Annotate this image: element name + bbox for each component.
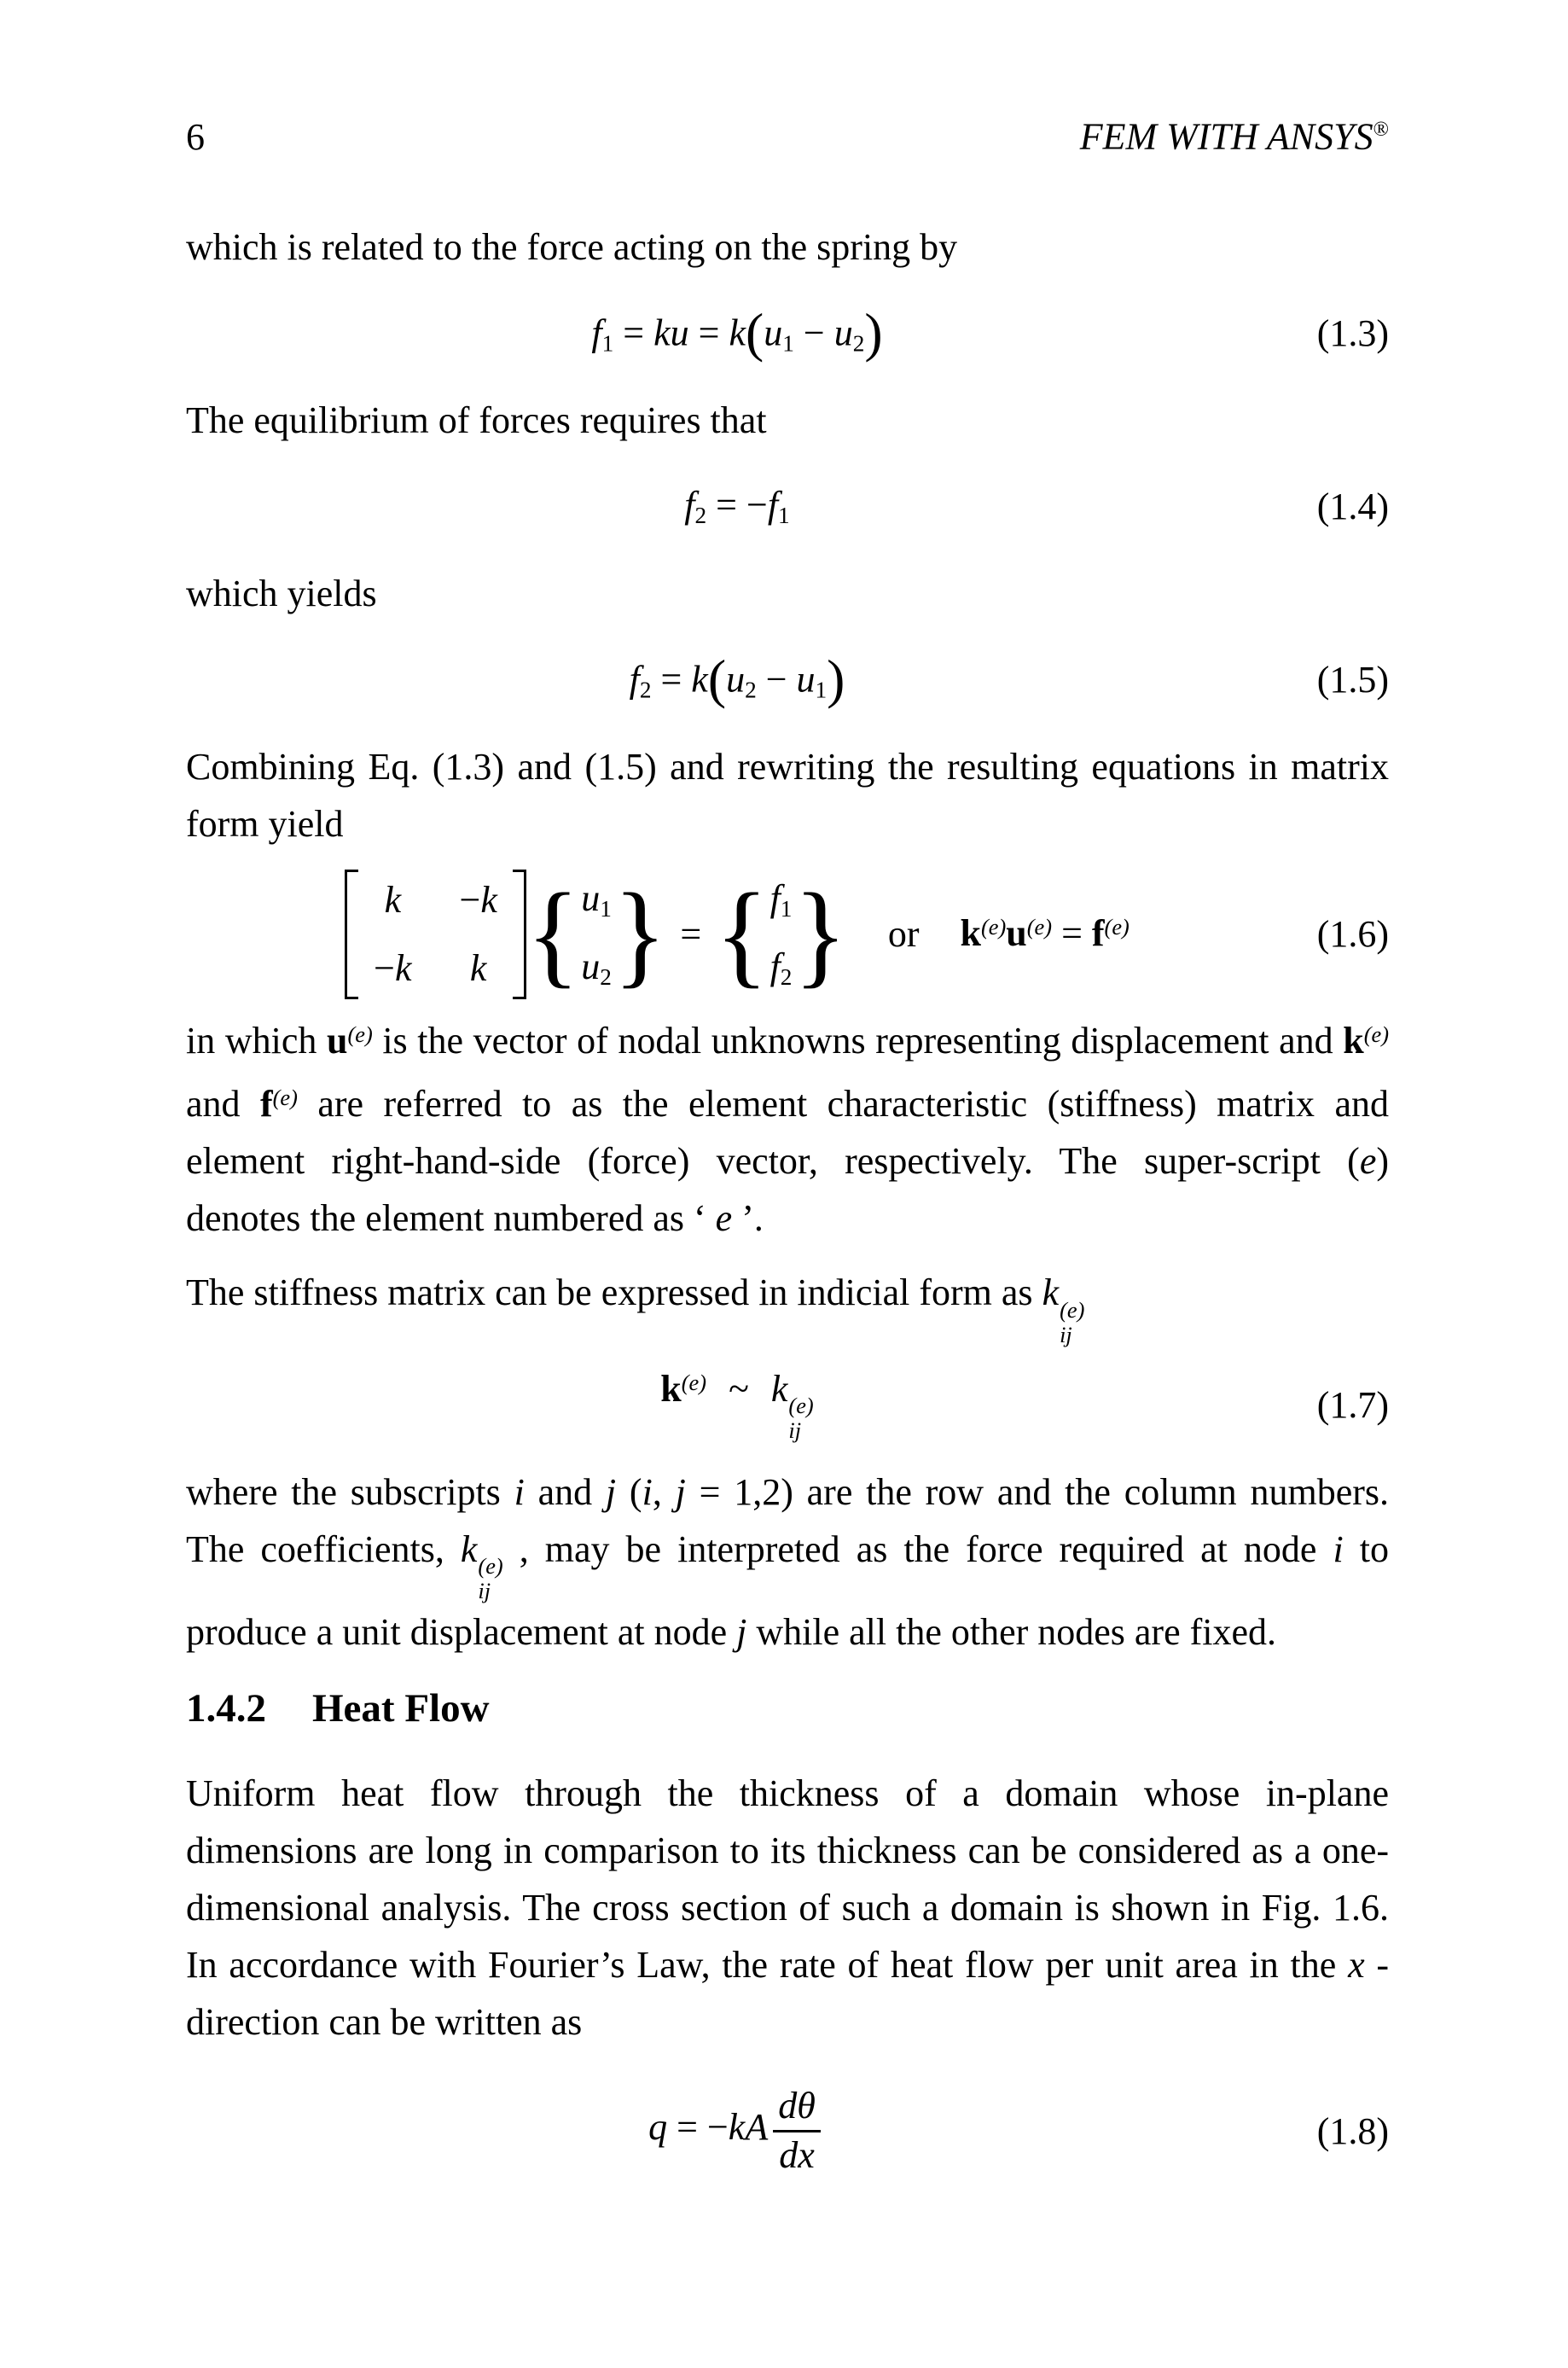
math-token: (e) [1026,914,1053,940]
force-f1 [769,876,793,922]
math-token: 2 [694,503,707,529]
math-token: q [648,2106,668,2149]
math-token: u [1006,912,1027,955]
math-token: e [1359,1140,1377,1183]
math-token: = − [667,2106,729,2149]
math-token: k [384,878,402,921]
paragraph-stiffness-indicial [186,1264,1389,1347]
running-title [1080,101,1389,166]
math-token: 2 [852,330,865,357]
math-token: u [726,659,746,701]
math-token: = [688,312,729,355]
section-heading [186,1684,1389,1732]
math-token: 2 [600,963,612,990]
math-token: ku [653,312,689,355]
section-heading-title: Heat Flow [312,1686,490,1731]
stacked-scripts: (e) ij [1060,1296,1085,1347]
displacement-vector [579,876,613,990]
math-token: u [833,312,853,355]
math-token: while all the other nodes are fixed. [746,1611,1277,1654]
equation-1-7-label: (1.7) [1316,1384,1389,1427]
math-token: 2 [639,677,652,703]
equation-1-8-center [186,2085,1288,2177]
math-token: 2 [780,963,793,990]
matrix-cell-12 [459,878,497,921]
equation-1-4-math [684,483,789,530]
math-token: , may be interpreted as the force required at node [502,1527,1333,1570]
math-token: kA [728,2106,769,2149]
math-token: dθ [778,2085,816,2127]
math-token: 2 [745,677,757,703]
stiffness-matrix [345,870,526,999]
math-token: j [605,1470,617,1513]
math-token: is the vector of nodal unknowns representing displacement and [372,1019,1344,1062]
displacement-vector-right-brace: } [613,870,667,999]
math-token: ) denotes the element numbered as ‘ [186,1140,1389,1240]
math-token: f [769,945,781,987]
math-token: = [651,659,692,701]
math-token: ~ [729,1367,749,1410]
equation-1-5-label: (1.5) [1316,659,1389,701]
math-token: k [960,912,981,955]
equation-1-7 [186,1366,1389,1445]
equation-1-3-math [591,300,882,366]
math-token: k [660,1367,682,1410]
math-token: ( [745,302,764,364]
math-token: = [1052,912,1092,955]
math-token: k [1343,1019,1364,1062]
math-token: = [613,312,654,355]
paragraph-spring-force: which is related to the force acting on the spring by [186,225,958,268]
paragraph-which-yields: which yields [186,572,377,614]
math-token: i [1333,1527,1344,1570]
matrix-cell-22 [469,946,487,989]
displacement-u1 [581,876,612,922]
math-token: − [459,878,481,921]
math-token: k [469,946,487,989]
math-token: k [480,878,497,921]
math-token: x [1348,1944,1365,1987]
math-token: f [769,876,781,919]
math-token: 1 [601,330,614,357]
running-title-text: FEM WITH ANSYS [1079,115,1373,158]
math-token: u [581,945,601,987]
math-token: -direction can be written as [186,1944,1390,2044]
math-token: 1 [780,895,793,922]
matrix-cell-11 [384,878,402,921]
math-token: f [767,484,779,527]
math-token: (e) [980,914,1007,940]
paragraph-equilibrium: The equilibrium of forces requires that [186,399,767,441]
math-token: f [259,1083,273,1126]
math-token: f [629,659,640,701]
equation-1-6-label: (1.6) [1316,913,1389,956]
stacked-scripts: (e) ij [788,1393,814,1444]
math-token: f [591,312,602,355]
math-token: dx [779,2133,815,2176]
math-token: ( [707,649,727,710]
math-token: k [770,1367,788,1410]
math-token: where the subscripts [186,1470,514,1513]
math-token: − [793,312,834,355]
math-token: u [326,1019,348,1062]
equation-1-4-label: (1.4) [1316,486,1389,528]
force-vector-right-brace: } [793,870,847,999]
equation-1-8 [186,2063,1389,2199]
or-text: or [887,913,920,956]
registered-trademark-symbol: ® [1373,118,1389,141]
force-vector-left-brace: { [715,870,769,999]
equation-1-6 [186,870,1389,999]
math-token: j [675,1470,686,1513]
math-token: (e) [347,1021,373,1047]
math-token: 1 [778,503,790,529]
math-token: 1 [815,677,828,703]
math-token: (e) [272,1084,298,1110]
math-token: u [581,876,601,919]
math-token: (e) [681,1369,707,1395]
math-token: (e) [1104,914,1130,940]
math-token: k [460,1527,478,1570]
math-token: e [715,1197,733,1240]
displacement-vector-left-brace: { [526,870,580,999]
equation-1-3-center [186,300,1288,366]
paragraph-subscripts [186,1463,1389,1661]
math-token: in which [186,1019,327,1062]
math-token: to produce a unit displacement at node [186,1527,1389,1654]
page-header [186,101,1389,166]
matrix-left-bracket [345,870,358,999]
matrix-right-bracket [513,870,526,999]
fraction [773,2085,821,2177]
math-token: i [514,1470,525,1513]
matrix-cell-21 [374,946,412,989]
math-token: k [394,946,412,989]
paragraph-in-which [186,1006,1389,1247]
math-token: = − [706,484,768,527]
equation-1-8-math [648,2085,826,2177]
displacement-u2 [581,945,612,990]
math-token: 1 [782,330,794,357]
math-token: u [796,659,816,701]
math-token: k [729,312,746,355]
equation-1-6-compact-form [961,911,1130,957]
math-token: u [764,312,783,355]
equals-sign: = [680,913,702,956]
equation-1-3-label: (1.3) [1316,312,1389,355]
math-token: − [756,659,797,701]
math-token: j [736,1611,747,1654]
paragraph-combining: Combining Eq. (1.3) and (1.5) and rewriting the resulting equations in matrix form yield [186,745,1389,845]
math-token: k [1042,1271,1060,1314]
page-number: 6 [186,115,205,158]
math-token: i [642,1470,653,1513]
equation-1-5-math [630,647,845,713]
math-token: and [186,1083,260,1126]
math-token: = 1,2) are the row and the column numbers. The coefficients, [186,1470,1389,1570]
force-vector [769,876,794,990]
math-token: − [374,946,395,989]
force-f2 [769,945,793,990]
math-token: k [691,659,708,701]
math-token: f [684,484,695,527]
equation-1-3 [186,294,1389,373]
math-token: and [524,1470,606,1513]
math-token: Uniform heat flow through the thickness of a domain whose in-plane dimensions are long in comparison to its thickness can be considered as a one-dimensional analysis. The cross section of such a domain is shown in Fig. 1.6. In accordance with Fourier’s Law, the rate of heat flow per unit area in the [186,1772,1389,1987]
equation-1-7-math [660,1367,813,1444]
equation-1-5-center [186,647,1288,713]
math-token: (e) [1363,1021,1389,1047]
matrix-cells [358,870,513,999]
math-token: ’. [732,1197,764,1240]
math-token: ( [616,1470,642,1513]
equation-1-8-label: (1.8) [1316,2109,1389,2152]
equation-1-4 [186,468,1389,546]
paragraph-heat-flow [186,1765,1389,2051]
stacked-scripts: (e) ij [478,1553,503,1604]
equation-1-4-center [186,483,1288,530]
math-token: f [1091,912,1105,955]
math-token: ) [827,649,845,710]
equation-1-5 [186,641,1389,719]
equation-1-6-center [186,870,1288,999]
math-token: ) [864,302,883,364]
equation-1-7-center [186,1367,1288,1444]
section-heading-number: 1.4.2 [186,1686,266,1731]
math-token: , [652,1470,676,1513]
math-token: The stiffness matrix can be expressed in indicial form as [186,1271,1042,1314]
math-token: 1 [600,895,612,922]
math-token: are referred to as the element characteristic (stiffness) matrix and element right-hand-side (force) vector, respectively. The super-script ( [186,1083,1389,1183]
